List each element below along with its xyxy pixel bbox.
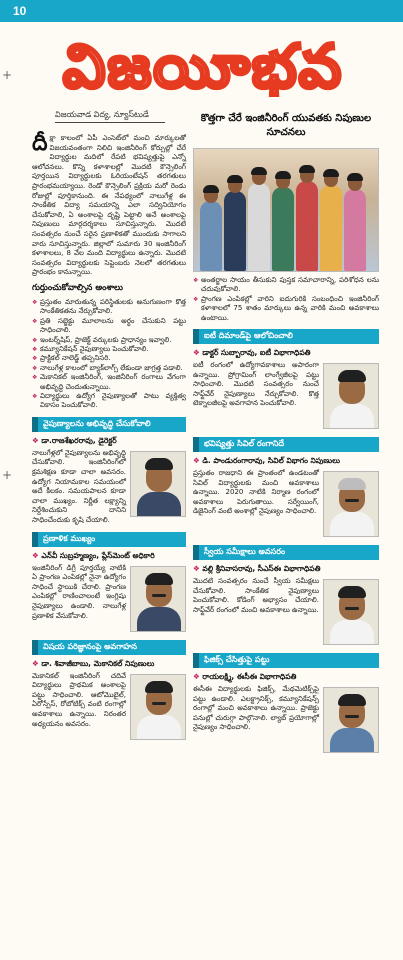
expert-block xyxy=(32,411,186,526)
expert-photo xyxy=(323,471,379,537)
section-banner: భవిష్యత్తు సివిల్ రంగానిదే xyxy=(193,437,379,452)
bullet-item: ❖ ఇంటర్న్‌షిప్, ప్రాజెక్ట్ వర్కులకు ప్రాధాన్యం ఇవ్వాలి. xyxy=(32,336,186,345)
expert-name: ❖ ఎన్‌వీ సుబ్రహ్మణ్యం, ప్లేస్‌మెంట్ అధికారి xyxy=(32,551,186,562)
right-column xyxy=(193,112,379,755)
expert-photo xyxy=(130,566,186,632)
bullet-item: ❖ ప్రాక్టికల్ నాలెడ్జ్ తప్పనిసరి. xyxy=(32,354,186,363)
section-banner: ఫిజిక్స్ చేసిత్తుపై పట్టు xyxy=(193,653,379,668)
expert-block xyxy=(193,539,379,647)
expert-text: మెకానికల్ ఇంజినీరింగ్ చదివే విద్యార్థులు ప్రాథమిక అంశాలపై పట్టు సాధించాలి. ఆటోమొబైల్, ఏరోస్పేస్, రోబోటిక్స్ వంటి రంగాల్లో అవకాశాలు ఉన్నాయి. నిరంతర అధ్యయనం అవసరం. xyxy=(32,671,126,728)
expert-photo xyxy=(323,687,379,753)
expert-block xyxy=(32,634,186,742)
byline: విజయవాడ విద్య, న్యూస్‌టుడే xyxy=(55,110,149,119)
expert-text: నాలుగేళ్లలో నైపుణ్యాలను అభివృద్ధి చేసుకోవాలి. ఇంజినీరింగ్‌లో క్రమశిక్షణ కూడా చాలా అవసరం. ఉద్యోగ నియామకాల సమయంలో అదే కీలకం. సమయపాలన కూడా చాలా ముఖ్యం. నిర్ణీత లక్ష్యాన్ని నిర్దేశించుకుని దానిని సాధించేందుకు కృషి చేయాలి. xyxy=(32,448,126,524)
expert-text: ప్రస్తుతం రాజధాని ఈ ప్రాంతంలో ఉండటంతో సివిల్ విద్యార్థులకు మంచి అవకాశాలు ఉన్నాయి. 2020 నాటికి నిర్మాణ రంగంలో అవకాశాలు పెరుగుతాయి. సర్వేయింగ్, డిజైనింగ్ వంటి అంశాల్లో నైపుణ్యం సాధించాలి. xyxy=(193,469,319,516)
expert-text: మొదటి సంవత్సరం నుంచే స్వీయ సమీక్షలు చేసుకోవాలి. సాంకేతిక నైపుణ్యాలు పెంచుకోవాలి. కోడింగ్ అభ్యాసం చేయాలి. సాఫ్ట్‌వేర్ రంగంలో మంచి అవకాశాలు ఉన్నాయి. xyxy=(193,577,319,614)
expert-block xyxy=(193,323,379,431)
intro-paragraph xyxy=(32,131,186,278)
expert-photo xyxy=(130,674,186,740)
expert-name: ❖ వల్లి శ్రీనివాసరావు, సీఎస్‌ఈ విభాగాధిపతి xyxy=(193,564,379,575)
expert-text: ఇంజినీరింగ్ డిగ్రీ పూర్తయ్యే నాటికి ఏ ప్రాంగణ ఎంపికల్లో నైనా ఉద్యోగం సాధించే స్థాయికి చేరాలి. ప్రాంగణ ఎంపికల్లో రాణించాలంటే ఇంగ్లిషు నైపుణ్యాలు ఉండాలి. నాలుగేళ్ల ప్రణాళిక వేసుకోవాలి. xyxy=(32,563,126,620)
section-banner: వైపుణ్యాలను అభివృద్ధి చేసుకోవాలి xyxy=(32,417,186,432)
bullet-item: ❖ ప్రతి సబ్జెక్టు మూలాలను అర్థం చేసుకుని పట్టు సాధించాలి. xyxy=(32,317,186,336)
registration-mark-icon: + xyxy=(2,68,13,82)
intro-text: క్షా కాలంలో ఏపీ ఎంసెట్‌లో మంచి మార్కులతో విజయవంతంగా నిలిచి ఇంజినీరింగ్ కోర్సుల్లో చేరే విద్యార్థుల మదిలో రేపటి భవిష్యత్తుపై ఎన్నో ఆలోచనలు. కొన్ని కళాశాలల్లో మొదటి కౌన్సెలింగ్ పూర్తయిన విద్యార్థులకు ఓరియంటేషన్ తరగతులు ప్రారంభమయ్యాయి. రెండో కౌన్సెలింగ్ ప్రక్రియ మరో రెండు రోజుల్లో పూర్తికానుంది. ఈ నేపథ్యంలో నాలుగేళ్ల ఈ సాంకేతిక విద్యా సమయాన్ని ఎలా సద్వినియోగం చేసుకోవాలి, ఏ అంశాలపై దృష్టి పెట్టాలి అనే అంశాలపై నిపుణులు మార్గదర్శకాలు సూచిస్తున్నారు. మొదటి సంవత్సరం నుంచే సరైన ప్రణాళికతో ముందుకు సాగాలని వారు సూచిస్తున్నారు. జిల్లాలో సుమారు 30 ఇంజినీరింగ్ కళాశాలలు, 8 వేల మంది విద్యార్థులు ఉన్నారు. మొదటి సంవత్సరం విద్యార్థులకు సెప్టెంబరు నెలలో తరగతులు ప్రారంభం కానున్నాయి. xyxy=(32,134,186,277)
expert-name: ❖ డా.రాజశేఖరరావు, డైరెక్టర్ xyxy=(32,436,186,447)
expert-block xyxy=(193,431,379,539)
page-title: విజయీభవ xyxy=(62,32,344,102)
expert-block xyxy=(32,526,186,634)
photo-caption xyxy=(193,276,379,323)
expert-name: ❖ డాక్టర్ సుబ్బారావు, ఐటీ విభాగాధిపతి xyxy=(193,348,379,359)
registration-mark-icon: + xyxy=(2,468,13,482)
bullet-item: ❖ నాలుగేళ్ల కాలంలో బ్యాక్‌లాగ్స్ లేకుండా జాగ్రత్త పడాలి. xyxy=(32,364,186,373)
students-photo xyxy=(193,148,379,272)
bullet-item: ❖ ప్రస్తుతం మారుతున్న పరిస్థితులకు అనుగుణంగా కొత్త సాంకేతికతను నేర్చుకోవాలి. xyxy=(32,298,186,317)
bullet-item: ❖ కమ్యూనికేషన్ నైపుణ్యాలు పెంచుకోవాలి. xyxy=(32,345,186,354)
divider xyxy=(55,122,165,123)
bullet-item: ❖ విద్యార్థులు ఉద్యోగ నైపుణ్యాలతో పాటు వ్యక్తిత్వ వికాసం పెంచుకోవాలి. xyxy=(32,392,186,411)
expert-photo xyxy=(323,579,379,645)
section-banner: విషయ పరిజ్ఞానంపై అవగాహన xyxy=(32,640,186,655)
caption-item: ❖ ప్రాంగణ ఎంపికల్లో వారిని ఐదుగురికి సంబంధించి ఇంజినీరింగ్ కళాశాలలో 75 శాతం మార్కులు ఉన్న వారికి మంచి అవకాశాలు ఉంటాయి. xyxy=(193,295,379,323)
section-banner: స్వీయ సమీక్షాలు అవసరం xyxy=(193,545,379,560)
expert-photo xyxy=(323,363,379,429)
page-number: 10 xyxy=(13,4,27,18)
feature-heading: కొత్తగా చేరే ఇంజినీరింగ్ యువతకు నిపుణుల సూచనలు xyxy=(200,113,372,138)
expert-text: ఈసీఈ విద్యార్థులకు ఫిజిక్స్, మేథమెటిక్స్‌పై పట్టు ఉండాలి. ఎలక్ట్రానిక్స్, కమ్యూనికేషన్స్ రంగాల్లో మంచి అవకాశాలు ఉన్నాయి. ప్రాజెక్టు పనుల్లో చురుగ్గా పాల్గొనాలి. ల్యాబ్ ప్రయోగాల్లో నైపుణ్యం సాధించాలి. xyxy=(193,685,319,732)
expert-name: ❖ డి. పాండురంగారావు, సివిల్ విభాగం నిపుణులు xyxy=(193,456,379,467)
expert-text: ఐటీ రంగంలో ఉద్యోగావకాశాలు అపారంగా ఉన్నాయి. ప్రోగ్రామింగ్ లాంగ్వేజీలపై పట్టు సాధించాలి. మొదటి సంవత్సరం నుంచే సాఫ్ట్‌వేర్ నైపుణ్యాలు నేర్చుకోవాలి. కొత్త టెక్నాలజీలపై అవగాహన పెంచుకోవాలి. xyxy=(193,361,319,408)
expert-block xyxy=(193,647,379,755)
success-heading: గుర్తుంచుకోవాల్సిన అంశాలు xyxy=(32,282,123,293)
section-banner: ప్రణాళిక ముఖ్యం xyxy=(32,532,186,547)
drop-cap: దీ xyxy=(32,131,48,156)
expert-name: ❖ డా. శివాజీబాబు, మెకానికల్ నిపుణులు xyxy=(32,659,186,670)
success-bullets xyxy=(32,298,186,411)
expert-name: ❖ రాయలక్ష్మి, ఈసీఈ విభాగాధిపతి xyxy=(193,672,379,683)
bullet-item: ❖ మెకానికల్ ఇంజినీరింగ్, ఇంజినీరింగ్ రంగాలు వేగంగా అభివృద్ధి చెందుతున్నాయి. xyxy=(32,373,186,392)
caption-item: ❖ అంతర్జాల సాయం తీసుకుని పుస్తక సమాచారాన్ని, పరిశోధన లను చదువుకోవాలి. xyxy=(193,276,379,295)
page-header-bar xyxy=(0,0,403,22)
left-column xyxy=(32,131,186,742)
expert-photo xyxy=(130,451,186,517)
section-banner: ఐటీ దిమాండ్‌పై ఆలోచించాలి xyxy=(193,329,379,344)
